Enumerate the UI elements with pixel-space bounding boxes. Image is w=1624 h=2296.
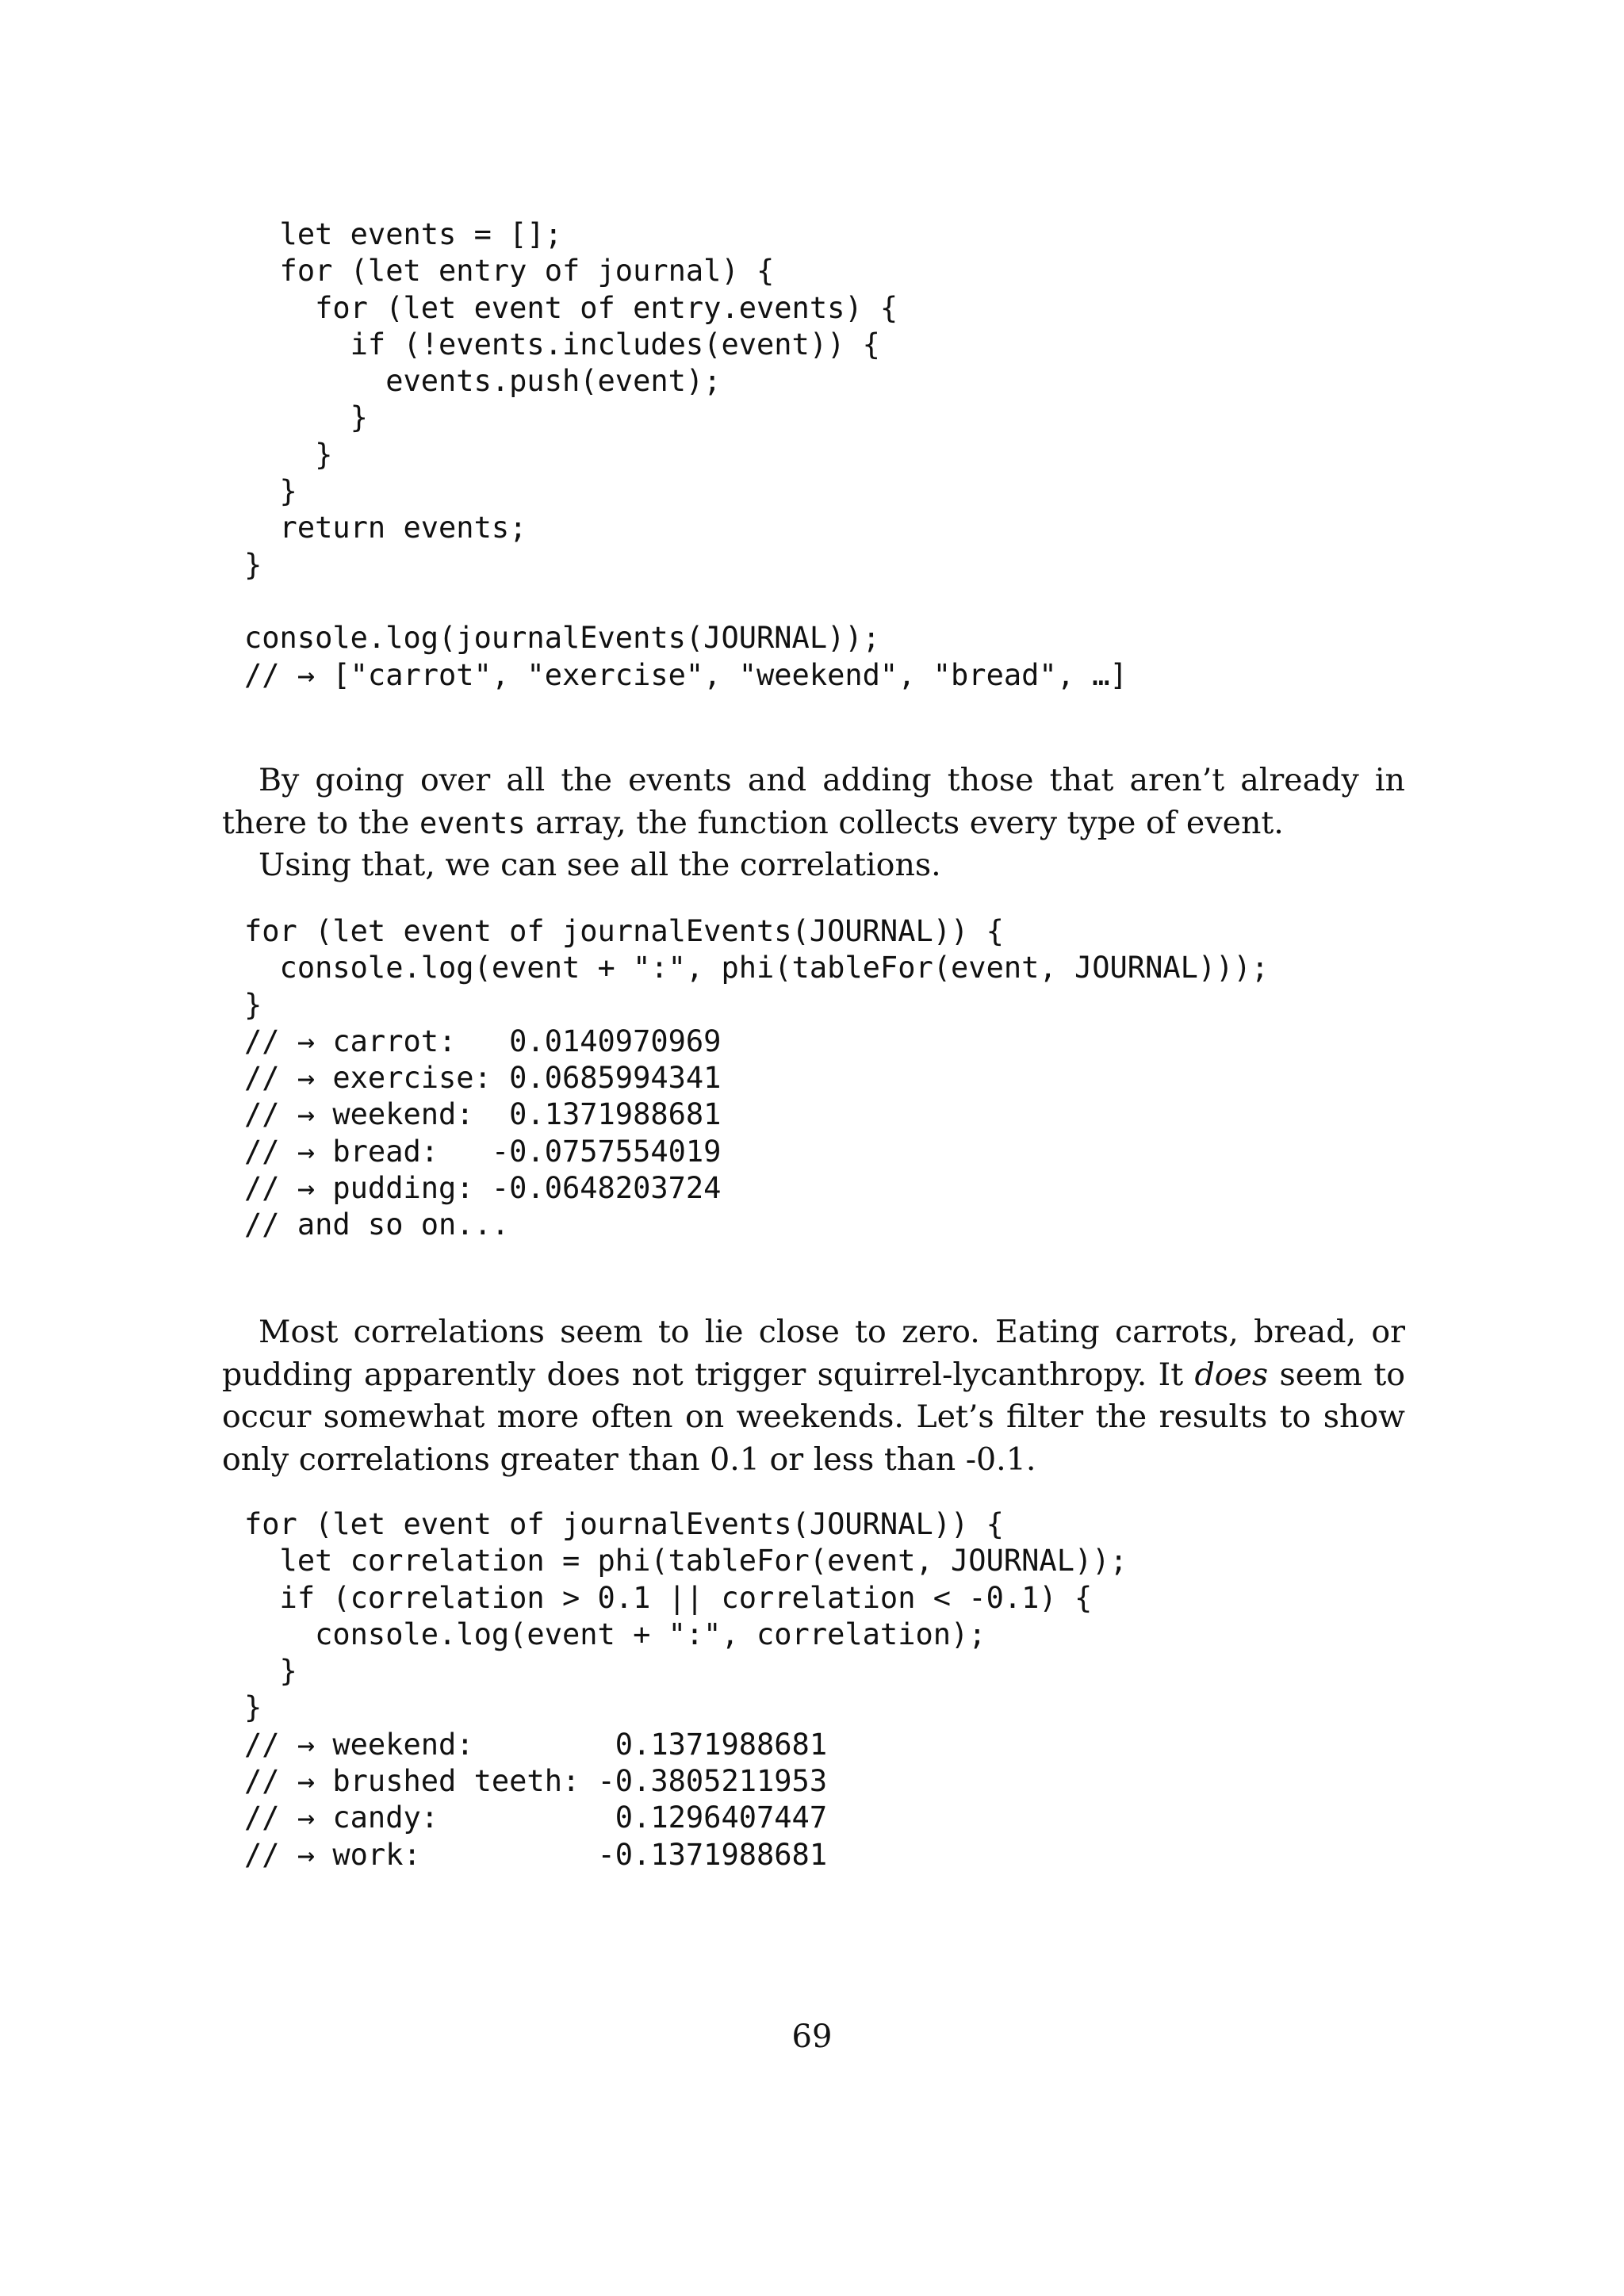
code-line: console.log(journalEvents(JOURNAL)); <box>244 621 880 656</box>
code-line: // → candy: 0.1296407447 <box>244 1800 828 1835</box>
code-line: if (correlation > 0.1 || correlation < -0.1) { <box>244 1580 1093 1615</box>
paragraph-text: seem to occur somewhat more often on weekends. Let’s filter the results to show only correlations greater than 0.1 or less than -0.1. <box>222 1356 1405 1478</box>
paragraph-correlations-intro: Using that, we can see all the correlations. <box>259 847 941 883</box>
code-line: console.log(event + ":", correlation); <box>244 1617 986 1651</box>
code-block-all-correlations <box>244 913 1269 1244</box>
code-line: let correlation = phi(tableFor(event, JOURNAL)); <box>244 1544 1128 1578</box>
prose-paragraphs-1 <box>222 760 1405 887</box>
code-line: return events; <box>244 511 527 545</box>
paragraph-correlation-findings <box>222 1311 1405 1481</box>
code-line: for (let event of journalEvents(JOURNAL)) { <box>244 1507 1004 1541</box>
emphasis-does: does <box>1194 1356 1269 1393</box>
code-block-filtered-correlations <box>244 1506 1128 1873</box>
paragraph-text: Most correlations seem to lie close to zero. Eating carrots, bread, or pudding apparently does not trigger squirrel-lycanthropy. It <box>222 1314 1405 1393</box>
code-line: } <box>244 1690 262 1725</box>
code-line <box>244 584 1128 620</box>
code-line: for (let event of entry.events) { <box>244 290 898 325</box>
code-line: for (let event of journalEvents(JOURNAL)) { <box>244 914 1004 948</box>
code-line: for (let entry of journal) { <box>244 254 775 289</box>
code-line: // → weekend: 0.1371988681 <box>244 1727 828 1762</box>
prose-paragraphs-2 <box>222 1311 1405 1481</box>
code-line: if (!events.includes(event)) { <box>244 327 880 362</box>
code-line: // → ["carrot", "exercise", "weekend", "bread", …] <box>244 657 1128 692</box>
code-line: // → carrot: 0.0140970969 <box>244 1024 722 1058</box>
code-line: } <box>244 400 368 435</box>
code-line: // → exercise: 0.0685994341 <box>244 1061 722 1096</box>
code-line: } <box>244 474 297 509</box>
code-line: let events = []; <box>244 217 562 251</box>
page-number: 69 <box>791 2019 833 2055</box>
code-line: } <box>244 1654 297 1689</box>
code-line: console.log(event + ":", phi(tableFor(event, JOURNAL))); <box>244 951 1270 985</box>
paragraph-events-explanation <box>222 760 1405 844</box>
code-line: } <box>244 987 262 1022</box>
paragraph-text: array, the function collects every type of event. <box>525 804 1284 841</box>
paragraph-text: By going over all the events and adding those that aren’t already in there to the <box>222 762 1405 841</box>
code-line: events.push(event); <box>244 364 722 399</box>
code-block-journal-events <box>244 216 1128 694</box>
code-line: // → brushed teeth: -0.3805211953 <box>244 1764 828 1799</box>
code-line: // → pudding: -0.0648203724 <box>244 1171 722 1206</box>
code-line: // → bread: -0.0757554019 <box>244 1134 722 1169</box>
code-line: // and so on... <box>244 1207 510 1242</box>
code-line: // → weekend: 0.1371988681 <box>244 1097 722 1132</box>
inline-code-events: events <box>419 806 526 840</box>
code-line: } <box>244 547 262 582</box>
code-line: } <box>244 437 333 472</box>
code-line: // → work: -0.1371988681 <box>244 1837 828 1872</box>
